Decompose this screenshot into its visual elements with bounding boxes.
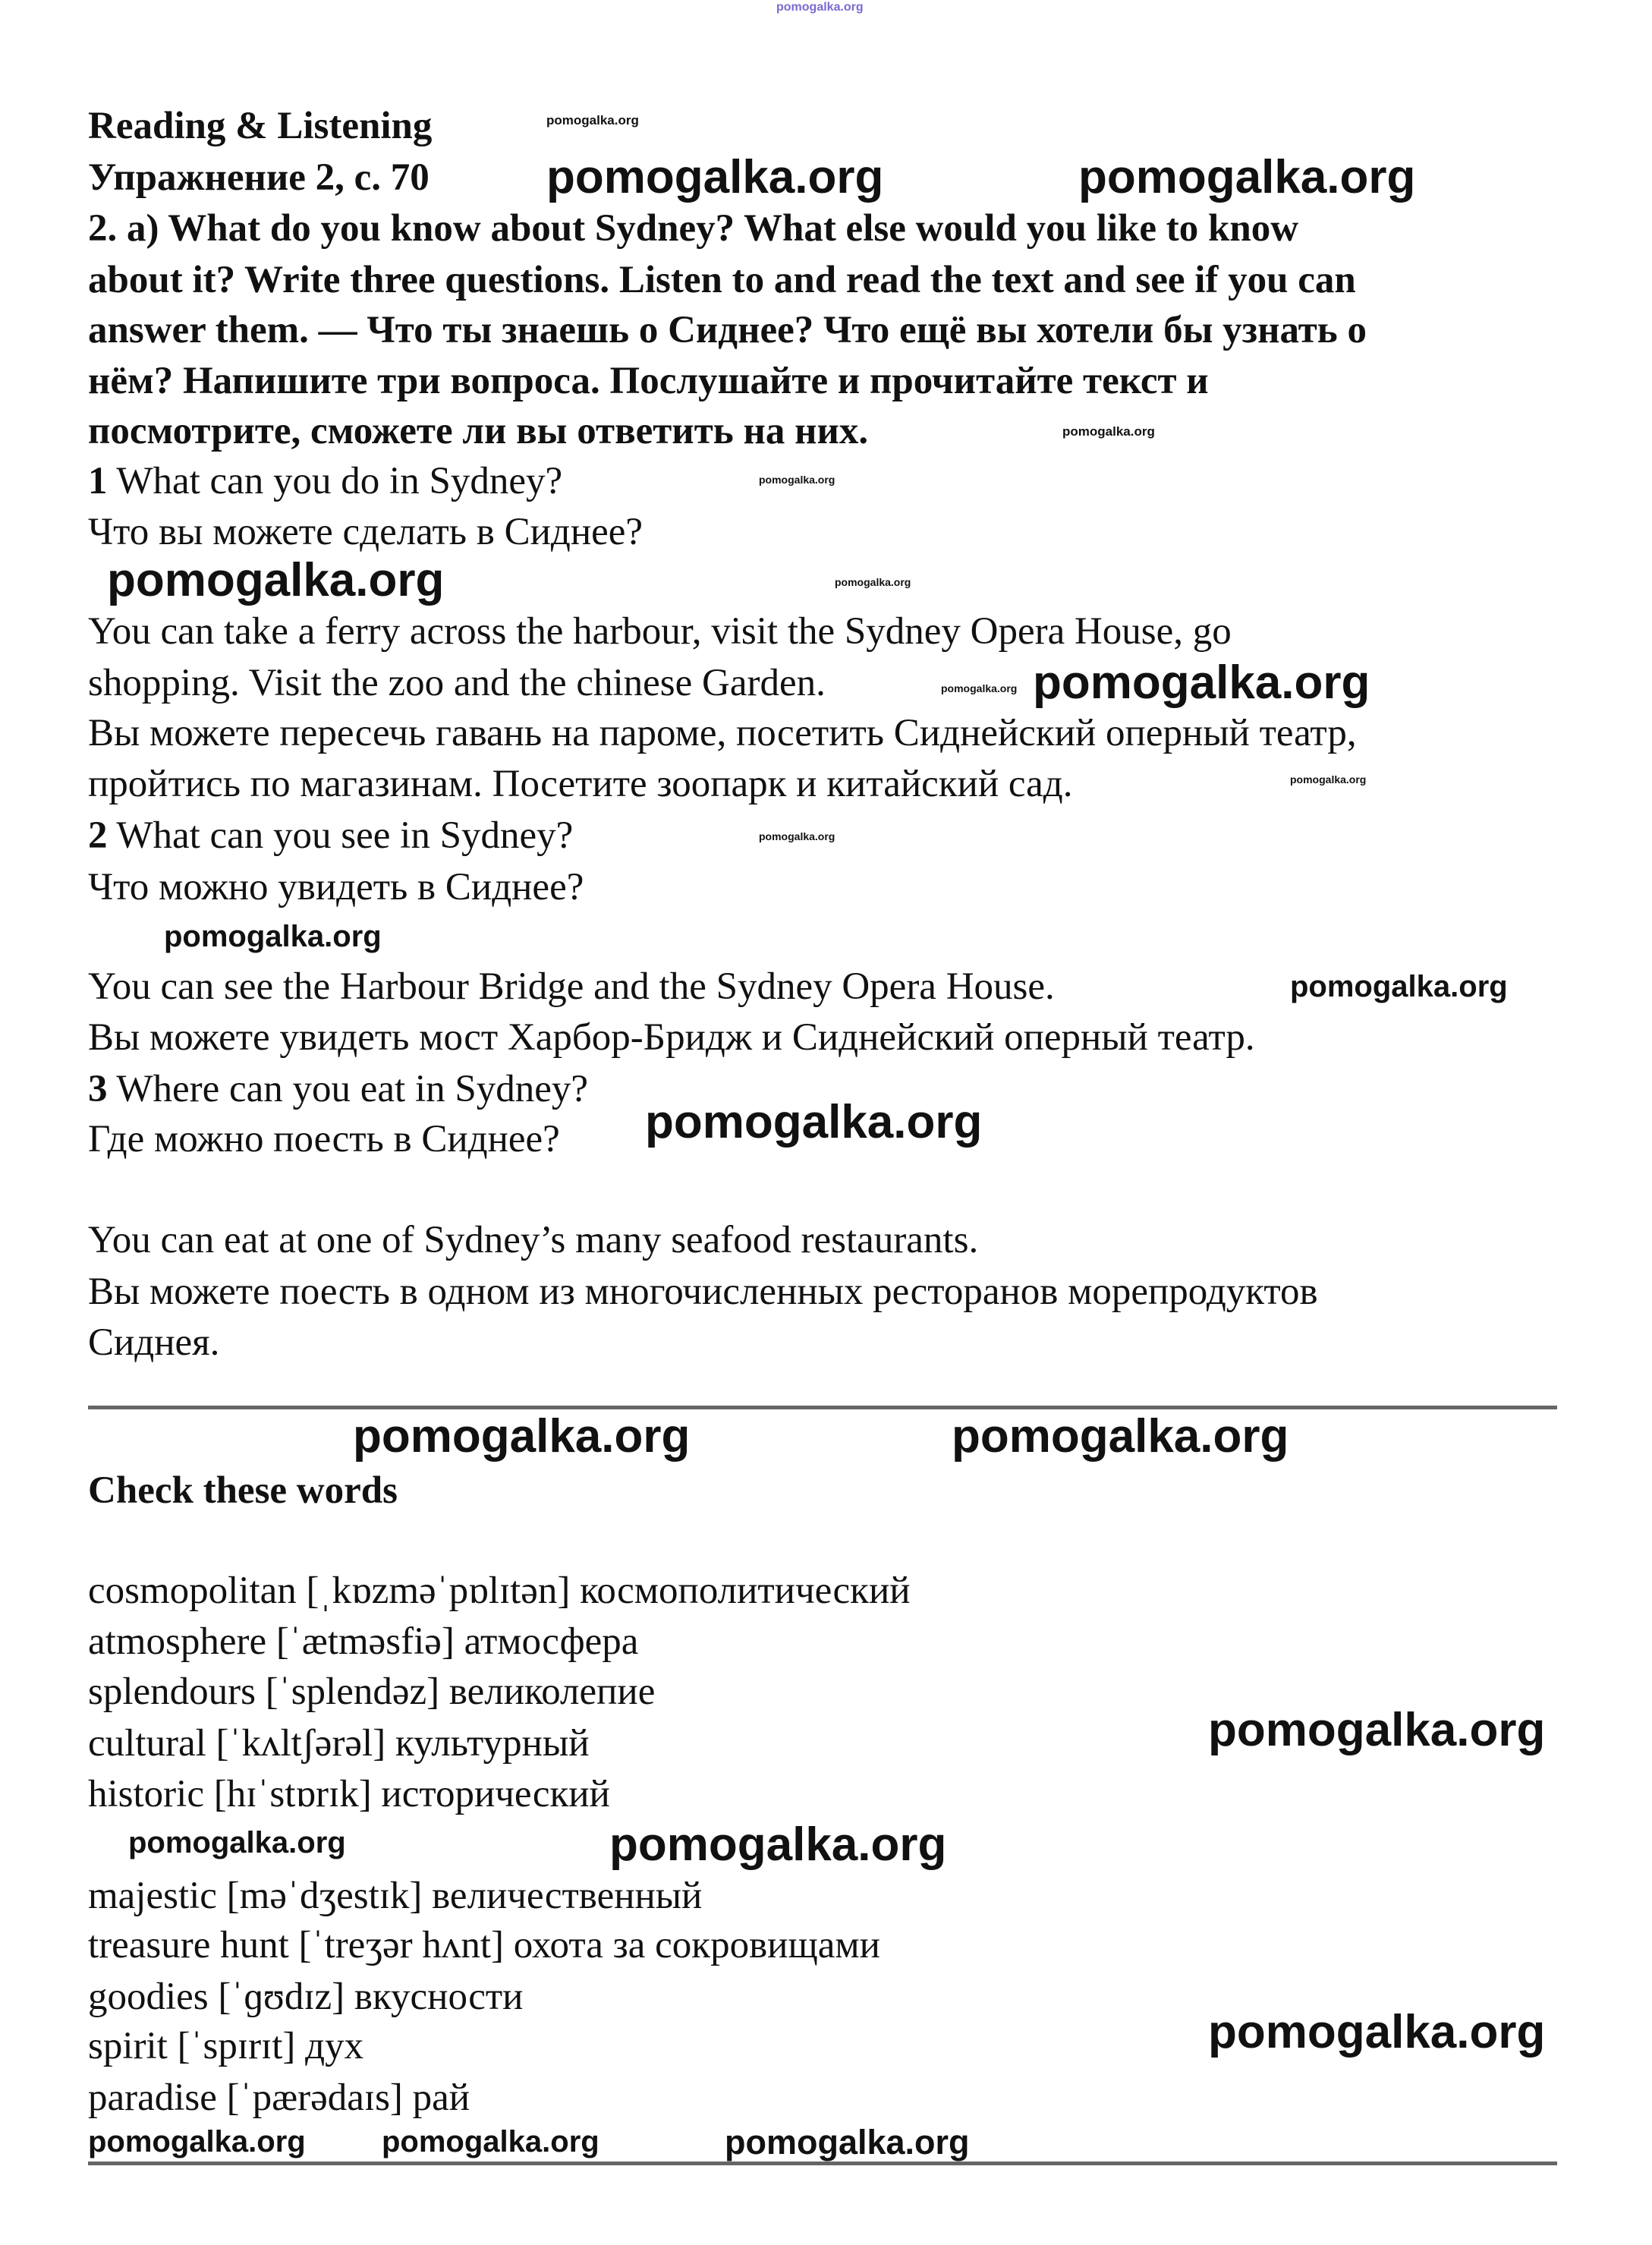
watermark: pomogalka.org xyxy=(759,830,835,842)
task-line: about it? Write three questions. Listen to and read the text and see if you can xyxy=(88,259,1356,301)
question-2-ru: Что можно увидеть в Сиднее? xyxy=(88,866,584,908)
question-number: 2 xyxy=(88,814,108,857)
question-text: Where can you eat in Sydney? xyxy=(116,1068,589,1110)
question-3-ru: Где можно поесть в Сиднее? xyxy=(88,1118,560,1160)
exercise-title: Упражнение 2, с. 70 xyxy=(88,156,430,199)
answer-line: You can eat at one of Sydney’s many seafood restaurants. xyxy=(88,1219,979,1261)
watermark: pomogalka.org xyxy=(1208,2006,1546,2058)
word-entry: cultural [ˈkʌltʃərəl] культурный xyxy=(88,1722,590,1765)
watermark: pomogalka.org xyxy=(759,474,835,486)
answer-ru-line: Вы можете пересечь гавань на пароме, посетить Сиднейский оперный театр, xyxy=(88,712,1357,754)
check-words-title: Check these words xyxy=(88,1469,398,1512)
word-entry: cosmopolitan [ˌkɒzməˈpɒlɪtən] космополитический xyxy=(88,1570,911,1612)
watermark: pomogalka.org xyxy=(1062,424,1155,439)
answer-line: You can see the Harbour Bridge and the Sydney Opera House. xyxy=(88,965,1055,1008)
task-line: answer them. — Что ты знаешь о Сиднее? Что ещё вы хотели бы узнать о xyxy=(88,309,1367,351)
watermark: pomogalka.org xyxy=(941,682,1018,694)
question-2 xyxy=(88,812,573,859)
watermark: pomogalka.org xyxy=(1290,970,1508,1003)
question-number: 1 xyxy=(88,460,108,502)
answer-ru-line: Вы можете увидеть мост Харбор-Бридж и Сиднейский оперный театр. xyxy=(88,1016,1255,1059)
answer-ru-line: Сиднея. xyxy=(88,1321,220,1364)
watermark: pomogalka.org xyxy=(1290,773,1367,786)
question-1 xyxy=(88,458,562,505)
word-entry: goodies [ˈɡʊdɪz] вкусности xyxy=(88,1976,524,2018)
watermark: pomogalka.org xyxy=(1033,656,1370,709)
word-entry: treasure hunt [ˈtreʒər hʌnt] охота за сокровищами xyxy=(88,1924,880,1966)
watermark: pomogalka.org xyxy=(609,1818,947,1871)
task-line: посмотрите, сможете ли вы ответить на них. xyxy=(88,410,869,452)
word-entry: spirit [ˈspɪrɪt] дух xyxy=(88,2025,364,2067)
divider xyxy=(88,1406,1557,1409)
watermark: pomogalka.org xyxy=(835,576,911,588)
watermark: pomogalka.org xyxy=(382,2125,599,2158)
answer-line: You can take a ferry across the harbour, visit the Sydney Opera House, go xyxy=(88,610,1232,653)
watermark: pomogalka.org xyxy=(353,1410,691,1463)
watermark: pomogalka.org xyxy=(546,113,639,128)
watermark: pomogalka.org xyxy=(776,1,864,14)
answer-line: shopping. Visit the zoo and the chinese Garden. xyxy=(88,662,826,704)
watermark: pomogalka.org xyxy=(128,1826,346,1859)
word-entry: majestic [məˈdʒestɪk] величественный xyxy=(88,1875,703,1917)
question-1-ru: Что вы можете сделать в Сиднее? xyxy=(88,511,643,553)
word-entry: historic [hɪˈstɒrɪk] исторический xyxy=(88,1773,610,1815)
word-entry: atmosphere [ˈætməsfiə] атмосфера xyxy=(88,1620,639,1663)
watermark: pomogalka.org xyxy=(107,554,445,606)
watermark: pomogalka.org xyxy=(725,2123,970,2162)
answer-ru-line: пройтись по магазинам. Посетите зоопарк и китайский сад. xyxy=(88,763,1073,805)
answer-ru-line: Вы можете поесть в одном из многочисленных ресторанов морепродуктов xyxy=(88,1270,1318,1313)
question-text: What can you see in Sydney? xyxy=(116,814,574,857)
task-line: 2. a) What do you know about Sydney? What else would you like to know xyxy=(88,207,1299,250)
watermark: pomogalka.org xyxy=(164,920,382,953)
watermark: pomogalka.org xyxy=(1208,1704,1546,1756)
watermark: pomogalka.org xyxy=(546,151,884,203)
question-number: 3 xyxy=(88,1068,108,1110)
watermark: pomogalka.org xyxy=(952,1410,1289,1463)
divider xyxy=(88,2162,1557,2165)
word-entry: splendours [ˈsplendəz] великолепие xyxy=(88,1670,656,1713)
word-entry: paradise [ˈpærədaɪs] рай xyxy=(88,2077,470,2119)
section-heading: Reading & Listening xyxy=(88,105,433,147)
watermark: pomogalka.org xyxy=(88,2125,306,2158)
watermark: pomogalka.org xyxy=(645,1096,983,1148)
watermark: pomogalka.org xyxy=(1078,151,1416,203)
task-line: нём? Напишите три вопроса. Послушайте и прочитайте текст и xyxy=(88,360,1209,402)
question-text: What can you do in Sydney? xyxy=(116,460,563,502)
question-3 xyxy=(88,1066,588,1113)
